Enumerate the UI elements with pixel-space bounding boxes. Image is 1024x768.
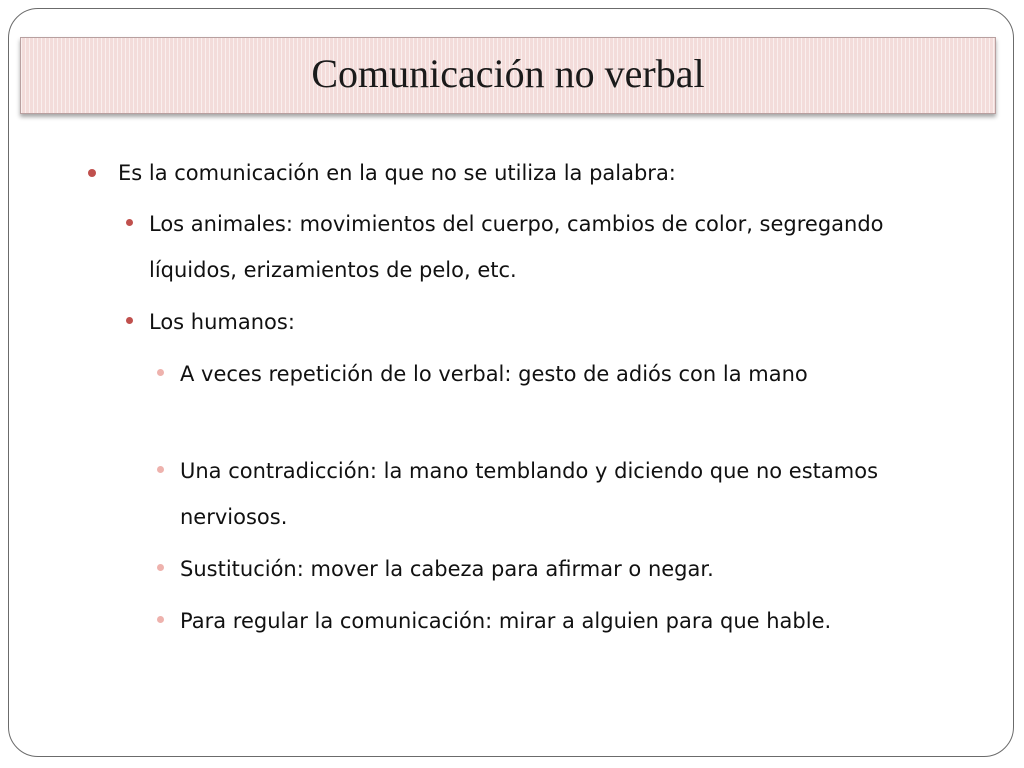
bullet-text: Para regular la comunicación: mirar a alguien para que hable. [180,609,832,633]
bullet-dot-icon [157,466,164,473]
bullet-item-level2 [149,201,909,293]
bullet-text: A veces repetición de lo verbal: gesto de adiós con la mano [180,362,808,386]
bullet-item-level3 [180,351,900,397]
bullet-text: Es la comunicación en la que no se utiliza la palabra: [118,161,676,185]
bullet-text: Sustitución: mover la cabeza para afirmar o negar. [180,557,714,581]
bullet-item-level3 [180,448,930,540]
bullet-text: Los humanos: [149,310,295,334]
bullet-text: Una contradicción: la mano temblando y diciendo que no estamos nerviosos. [180,459,879,529]
bullet-dot-icon [126,219,133,226]
bullet-item-level3 [180,546,930,592]
bullet-item-level1 [118,150,978,196]
bullet-item-level2 [149,299,909,345]
bullet-dot-icon [88,169,96,177]
bullet-text: Los animales: movimientos del cuerpo, cambios de color, segregando líquidos, erizamientos de pelo, etc. [149,212,884,282]
slide-title: Comunicación no verbal [311,51,705,96]
bullet-dot-icon [126,317,133,324]
bullet-item-level3 [180,598,900,644]
bullet-dot-icon [157,369,164,376]
bullet-dot-icon [157,564,164,571]
bullet-dot-icon [157,616,164,623]
